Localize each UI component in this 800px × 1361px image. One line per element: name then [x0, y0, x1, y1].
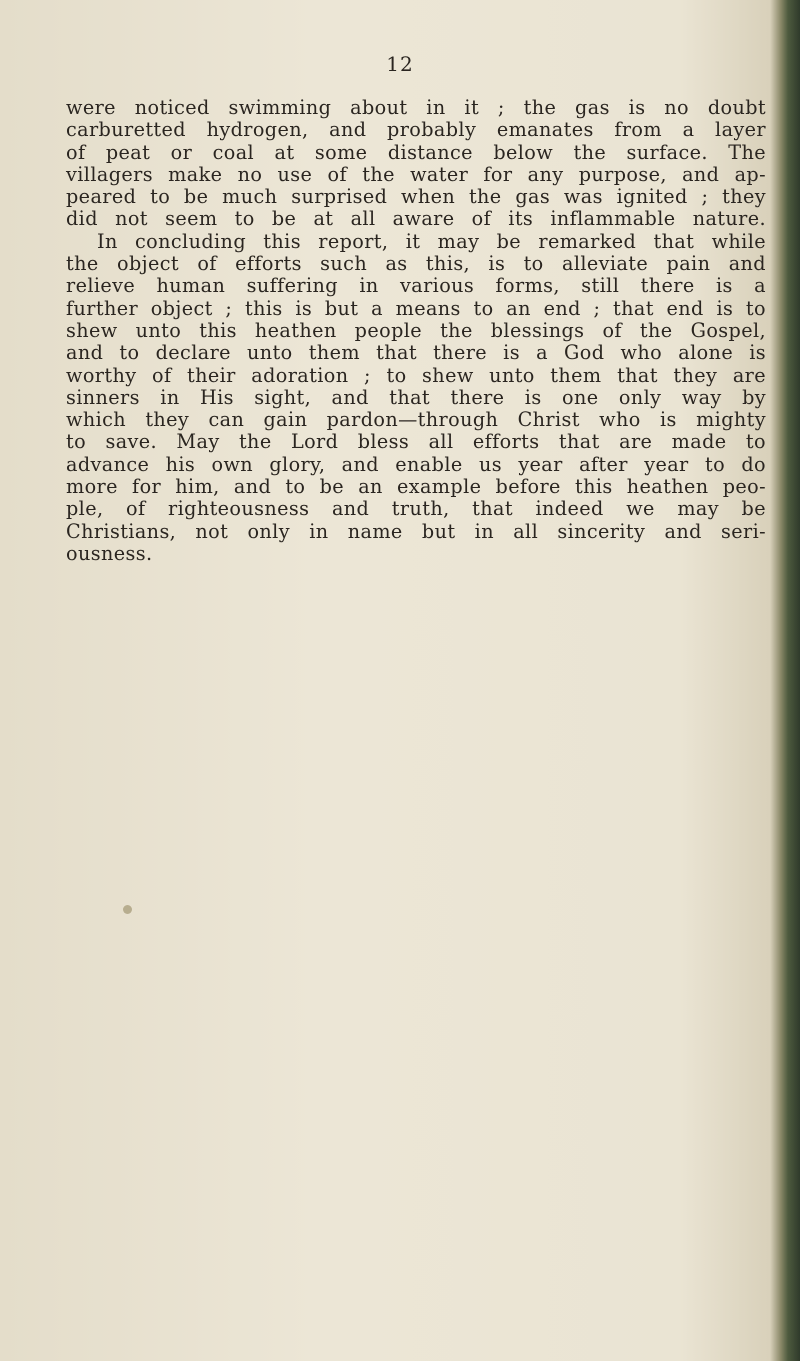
text-line: sinners in His sight, and that there is one only way by [66, 385, 766, 409]
page-number: 12 [386, 52, 414, 76]
body-paragraphs [66, 97, 766, 565]
paper-speck [123, 905, 132, 914]
text-line: advance his own glory, and enable us year after year to do [66, 452, 766, 476]
text-line: the object of efforts such as this, is to alleviate pain and [66, 252, 766, 276]
text-line: relieve human suffering in various forms, still there is a [66, 274, 766, 298]
text-line: carburetted hydrogen, and probably emanates from a layer [66, 118, 766, 142]
text-line: were noticed swimming about in it ; the gas is no doubt [66, 96, 766, 119]
text-line: of peat or coal at some distance below the surface. The [66, 140, 766, 164]
text-line: which they can gain pardon—through Christ who is mighty [66, 408, 766, 432]
text-line: further object ; this is but a means to an end ; that end is to [66, 296, 766, 320]
text-line: worthy of their adoration ; to shew unto them that they are [66, 363, 766, 387]
text-line: to save. May the Lord bless all efforts that are made to [66, 430, 766, 454]
text-line: villagers make no use of the water for any purpose, and ap- [66, 162, 766, 186]
text-line: shew unto this heathen people the blessings of the Gospel, [66, 318, 766, 342]
text-line: ple, of righteousness and truth, that indeed we may be [66, 497, 766, 521]
page-binding-edge [770, 0, 800, 1361]
text-line: Christians, not only in name but in all sincerity and seri- [66, 519, 766, 543]
text-line: did not seem to be at all aware of its inflammable nature. [66, 207, 766, 231]
text-line: In concluding this report, it may be remarked that while [97, 229, 766, 253]
text-line: ousness. [66, 541, 153, 565]
text-line: more for him, and to be an example before this heathen peo- [66, 475, 766, 499]
text-line: peared to be much surprised when the gas was ignited ; they [66, 185, 766, 209]
text-line: and to declare unto them that there is a God who alone is [66, 341, 766, 365]
